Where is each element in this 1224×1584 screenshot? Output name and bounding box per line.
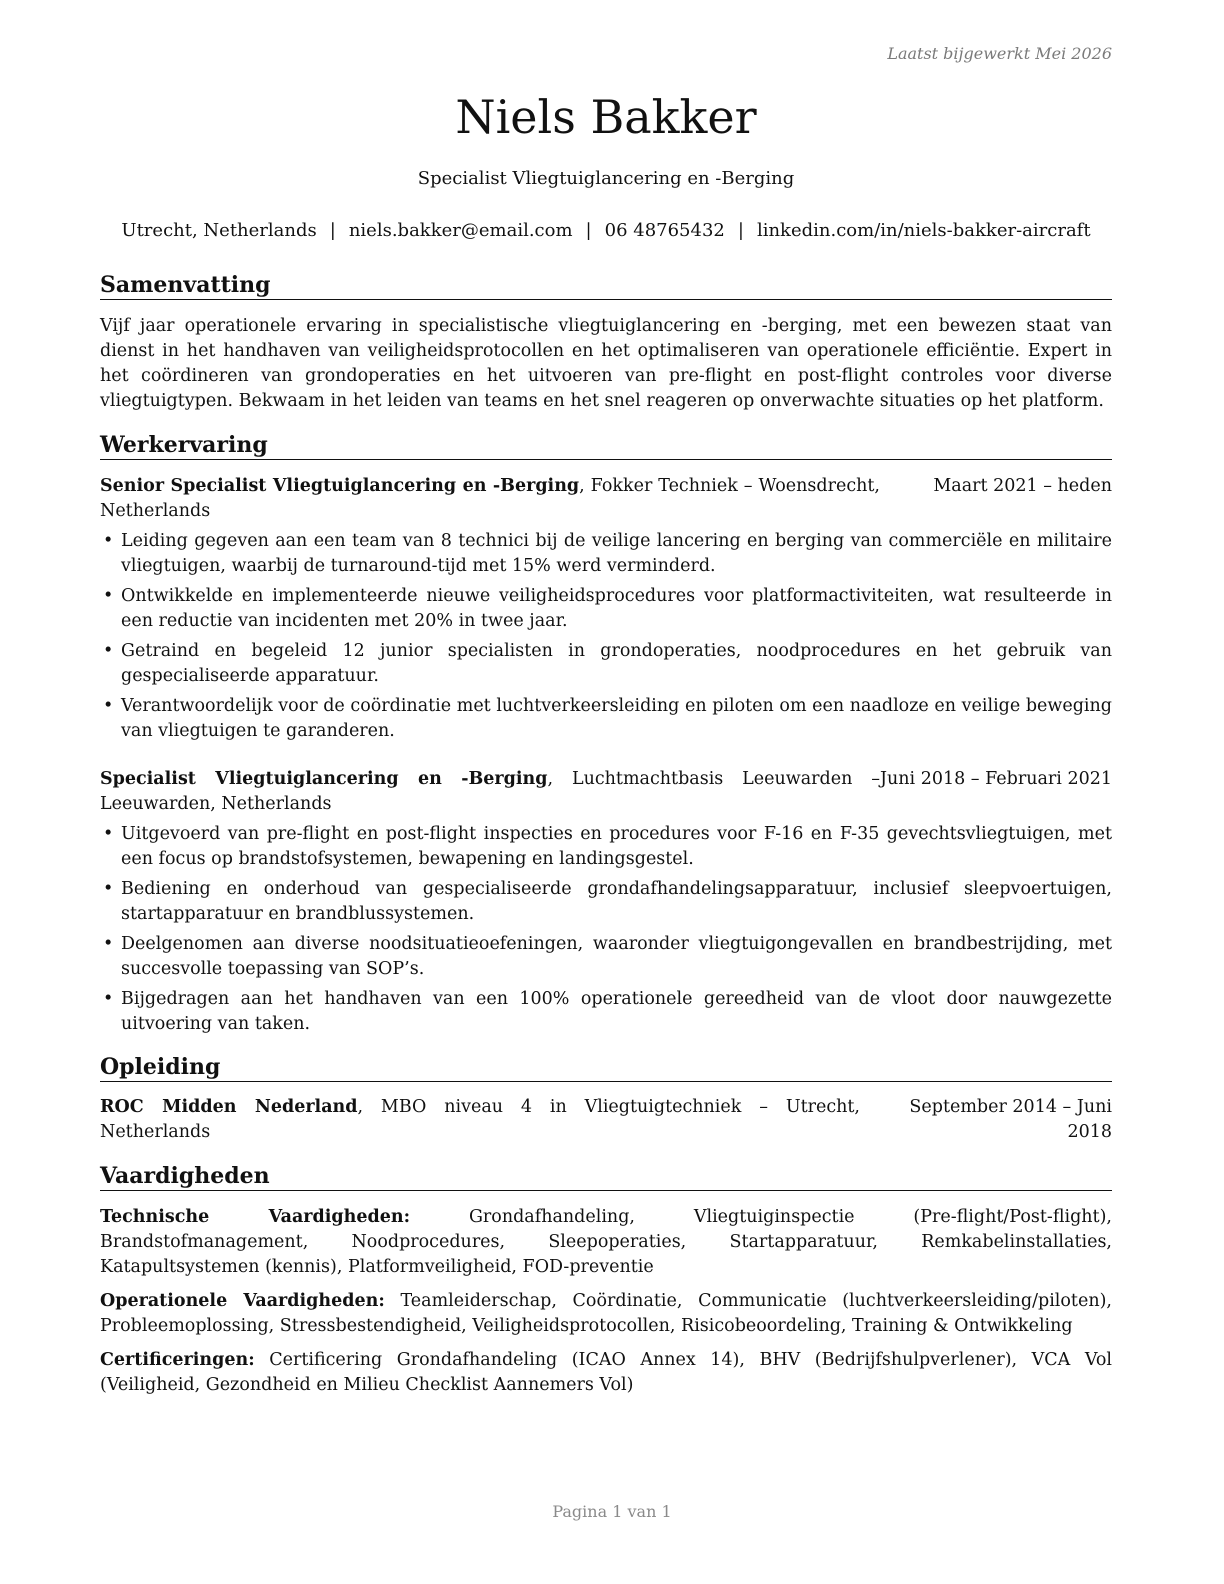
job-title-line: [100, 767, 880, 817]
job-bullets: [100, 529, 1112, 749]
contact-separator: |: [585, 220, 592, 241]
bullet-item: [100, 877, 1112, 927]
bullet-text: Verantwoordelijk voor de coördinatie met luchtverkeersleiding en piloten om een naadloze en veilige beweging van vliegtuigen te garanderen.: [121, 696, 1112, 741]
education-school: ROC Midden Nederland: [100, 1097, 358, 1117]
bullet-icon: •: [103, 531, 114, 551]
job-role: Senior Specialist Vliegtuiglancering en -Berging: [100, 476, 580, 496]
bullet-item: [100, 694, 1112, 744]
contact-line: [100, 218, 1112, 244]
skill-label: Certificeringen:: [100, 1350, 255, 1370]
section-title-summary: Samenvatting: [100, 271, 1112, 300]
bullet-text: Ontwikkelde en implementeerde nieuwe veiligheidsprocedures voor platformactiviteiten, wat resulteerde in een reductie van incidenten met 20% in twee jaar.: [121, 586, 1112, 631]
section-title-experience: Werkervaring: [100, 431, 1112, 460]
bullet-icon: •: [103, 696, 114, 716]
section-title-skills: Vaardigheden: [100, 1162, 1112, 1191]
education-program: , MBO niveau 4 in Vliegtuigtechniek – Utrecht, Netherlands: [100, 1097, 860, 1142]
bullet-text: Uitgevoerd van pre-flight en post-flight inspecties en procedures voor F-16 en F-35 gevechtsvliegtuigen, met een focus op brandstofsystemen, bewapening en landingsgestel.: [121, 824, 1112, 869]
candidate-name: Niels Bakker: [455, 90, 757, 144]
skill-text: Certificering Grondafhandeling (ICAO Annex 14), BHV (Bedrijfshulpverlener), VCA Vol (Veiligheid, Gezondheid en Milieu Checklist Aannemers Vol): [100, 1350, 1112, 1395]
candidate-headline: Specialist Vliegtuiglancering en -Berging: [417, 168, 795, 189]
bullet-item: [100, 822, 1112, 872]
bullet-text: Leiding gegeven aan een team van 8 technici bij de veilige lancering en berging van commerciële en militaire vliegtuigen, waarbij de turnaround-tijd met 15% werd verminderd.: [121, 531, 1112, 576]
bullet-icon: •: [103, 879, 114, 899]
bullet-text: Getraind en begeleid 12 junior specialisten in grondoperaties, noodprocedures en het gebruik van gespecialiseerde apparatuur.: [121, 641, 1112, 686]
bullet-text: Bediening en onderhoud van gespecialiseerde grondafhandelingsapparatuur, inclusief sleepvoertuigen, startapparatuur en brandblussystemen.: [121, 879, 1112, 924]
page-number: Pagina 1 van 1: [552, 1502, 672, 1521]
skill-group-technical: [100, 1205, 1112, 1280]
job-bullets: [100, 822, 1112, 1042]
job-title-line: [100, 474, 880, 524]
education-dates: September 2014 – Juni 2018: [909, 1097, 1112, 1142]
contact-separator: |: [737, 220, 744, 241]
contact-linkedin[interactable]: linkedin.com/in/niels-bakker-aircraft: [756, 220, 1091, 241]
skill-text: Grondafhandeling, Vliegtuiginspectie (Pre-flight/Post-flight), Brandstofmanagement, Noodprocedures, Sleepoperaties, Startapparatuur, Remkabelinstallaties, Katapultsystemen (kennis), Platformveiligheid, FOD-preventie: [100, 1207, 1112, 1277]
job-header: [100, 474, 1112, 524]
job-dates: Maart 2021 – heden: [933, 476, 1112, 496]
skill-text: Teamleiderschap, Coördinatie, Communicatie (luchtverkeersleiding/piloten), Probleemoplossing, Stressbestendigheid, Veiligheidsprotocollen, Risicobeoordeling, Training & Ontwikkeling: [100, 1291, 1112, 1336]
bullet-item: [100, 529, 1112, 579]
contact-phone: 06 48765432: [604, 220, 725, 241]
section-title-education: Opleiding: [100, 1053, 1112, 1082]
bullet-icon: •: [103, 641, 114, 661]
bullet-icon: •: [103, 989, 114, 1009]
bullet-text: Bijgedragen aan het handhaven van een 100% operationele gereedheid van de vloot door nauwgezette uitvoering van taken.: [121, 989, 1112, 1034]
job-dates: Juni 2018 – Februari 2021: [879, 769, 1112, 789]
bullet-item: [100, 932, 1112, 982]
bullet-icon: •: [103, 586, 114, 606]
contact-separator: |: [329, 220, 336, 241]
job-organization: , Luchtmachtbasis Leeuwarden – Leeuwarden, Netherlands: [100, 769, 880, 814]
skill-group-certifications: [100, 1348, 1112, 1398]
bullet-item: [100, 584, 1112, 634]
job-header: [100, 767, 1112, 817]
bullet-icon: •: [103, 934, 114, 954]
education-header: [100, 1095, 1112, 1145]
contact-email[interactable]: niels.bakker@email.com: [348, 220, 573, 241]
skill-label: Operationele Vaardigheden:: [100, 1291, 385, 1311]
bullet-item: [100, 639, 1112, 689]
summary-text: Vijf jaar operationele ervaring in specialistische vliegtuiglancering en -berging, met een bewezen staat van dienst in het handhaven van veiligheidsprotocollen en het optimaliseren van operationele efficiëntie. Expert in het coördineren van grondoperaties en het uitvoeren van pre-flight en post-flight controles voor diverse vliegtuigtypen. Bekwaam in het leiden van teams en het snel reageren op onverwachte situaties op het platform.: [100, 316, 1112, 411]
skill-label: Technische Vaardigheden:: [100, 1207, 411, 1227]
job-role: Specialist Vliegtuiglancering en -Berging: [100, 769, 548, 789]
education-line: [100, 1095, 860, 1145]
skill-group-operational: [100, 1289, 1112, 1339]
bullet-text: Deelgenomen aan diverse noodsituatieoefeningen, waaronder vliegtuigongevallen en brandbestrijding, met succesvolle toepassing van SOP’s.: [121, 934, 1112, 979]
job-organization: , Fokker Techniek – Woensdrecht, Netherlands: [100, 476, 880, 521]
bullet-icon: •: [103, 824, 114, 844]
contact-location: Utrecht, Netherlands: [121, 220, 317, 241]
last-updated-note: Laatst bijgewerkt Mei 2026: [887, 44, 1112, 63]
bullet-item: [100, 987, 1112, 1037]
